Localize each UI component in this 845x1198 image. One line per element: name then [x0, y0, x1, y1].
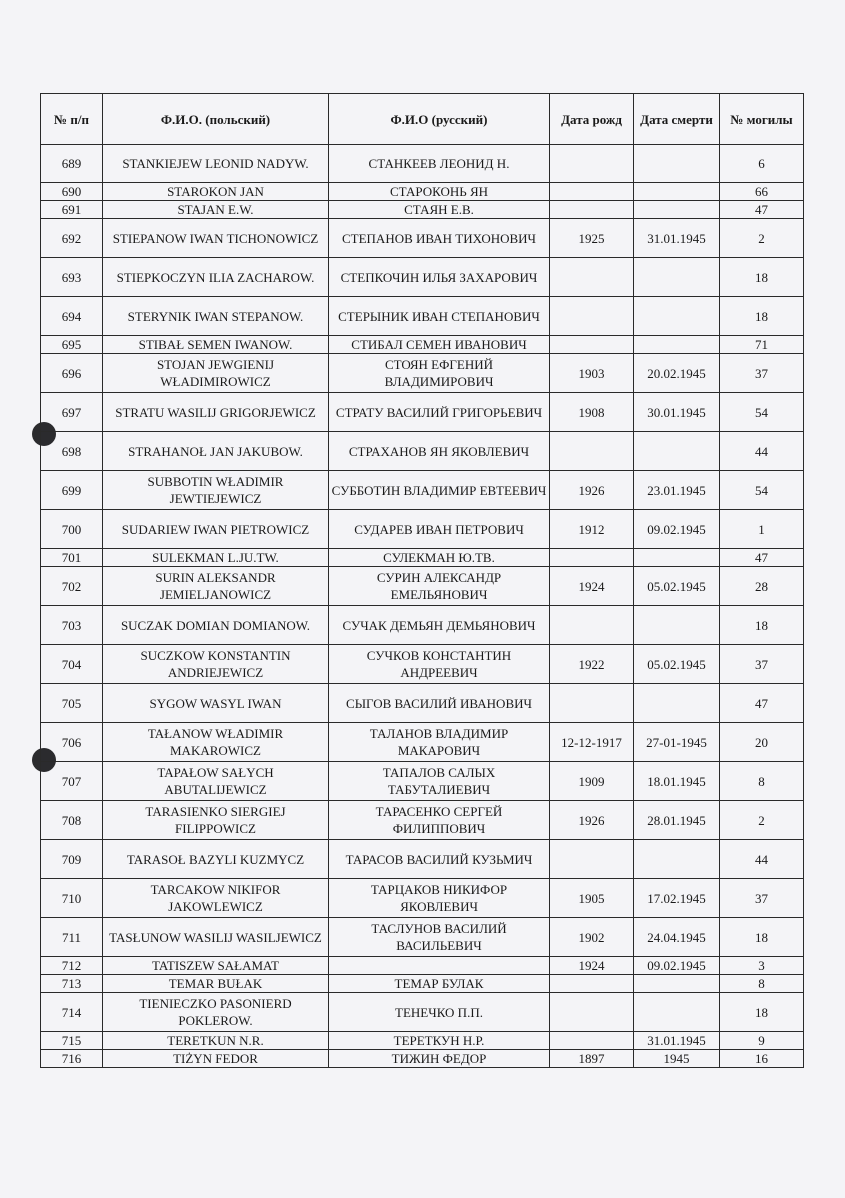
cell-name-polish: STAROKON JAN — [103, 183, 329, 201]
table-row — [41, 471, 804, 510]
header-death-date: Дата смерти — [634, 94, 720, 145]
cell-name-russian: СТРАТУ ВАСИЛИЙ ГРИГОРЬЕВИЧ — [329, 393, 550, 432]
table-row — [41, 1050, 804, 1068]
table-row — [41, 993, 804, 1032]
table-row — [41, 723, 804, 762]
header-name-russian: Ф.И.О (русский) — [329, 94, 550, 145]
cell-name-polish: SUCZKOW KONSTANTIN ANDRIEJEWICZ — [103, 645, 329, 684]
cell-name-polish: TARASOŁ BAZYLI KUZMYCZ — [103, 840, 329, 879]
cell-name-polish: SUCZAK DOMIAN DOMIANOW. — [103, 606, 329, 645]
cell-death-date: 20.02.1945 — [634, 354, 720, 393]
table-row — [41, 1032, 804, 1050]
cell-name-russian: ТАРАСЕНКО СЕРГЕЙ ФИЛИППОВИЧ — [329, 801, 550, 840]
cell-death-date: 17.02.1945 — [634, 879, 720, 918]
cell-grave-number: 8 — [720, 762, 804, 801]
cell-birth-date: 1897 — [550, 1050, 634, 1068]
cell-name-polish: STERYNIK IWAN STEPANOW. — [103, 297, 329, 336]
table-row — [41, 801, 804, 840]
cell-name-polish: SURIN ALEKSANDR JEMIELJANOWICZ — [103, 567, 329, 606]
table-row — [41, 957, 804, 975]
cell-name-polish: TAPAŁOW SAŁYCH ABUTALIJEWICZ — [103, 762, 329, 801]
cell-number: 715 — [41, 1032, 103, 1050]
cell-name-polish: TAŁANOW WŁADIMIR MAKAROWICZ — [103, 723, 329, 762]
table-row — [41, 918, 804, 957]
cell-number: 709 — [41, 840, 103, 879]
cell-birth-date: 1924 — [550, 567, 634, 606]
cell-birth-date — [550, 993, 634, 1032]
cell-number: 703 — [41, 606, 103, 645]
cell-death-date — [634, 201, 720, 219]
cell-name-polish: TARASIENKO SIERGIEJ FILIPPOWICZ — [103, 801, 329, 840]
cell-name-russian: ТАСЛУНОВ ВАСИЛИЙ ВАСИЛЬЕВИЧ — [329, 918, 550, 957]
cell-birth-date — [550, 297, 634, 336]
cell-name-polish: STIEPANOW IWAN TICHONOWICZ — [103, 219, 329, 258]
table-row — [41, 201, 804, 219]
table-row — [41, 336, 804, 354]
cell-grave-number: 47 — [720, 549, 804, 567]
cell-number: 696 — [41, 354, 103, 393]
cell-number: 716 — [41, 1050, 103, 1068]
table-row — [41, 145, 804, 183]
cell-birth-date: 1912 — [550, 510, 634, 549]
table-row — [41, 393, 804, 432]
cell-birth-date — [550, 336, 634, 354]
cell-death-date — [634, 840, 720, 879]
cell-birth-date — [550, 840, 634, 879]
cell-name-polish: STAJAN E.W. — [103, 201, 329, 219]
cell-death-date: 09.02.1945 — [634, 510, 720, 549]
cell-death-date — [634, 975, 720, 993]
cell-birth-date — [550, 1032, 634, 1050]
cell-death-date — [634, 183, 720, 201]
cell-name-polish: SYGOW WASYL IWAN — [103, 684, 329, 723]
cell-name-russian: ТАЛАНОВ ВЛАДИМИР МАКАРОВИЧ — [329, 723, 550, 762]
cell-birth-date — [550, 684, 634, 723]
cell-birth-date — [550, 606, 634, 645]
cell-number: 691 — [41, 201, 103, 219]
cell-birth-date: 1926 — [550, 801, 634, 840]
cell-number: 692 — [41, 219, 103, 258]
cell-grave-number: 37 — [720, 645, 804, 684]
cell-name-russian: СУРИН АЛЕКСАНДР ЕМЕЛЬЯНОВИЧ — [329, 567, 550, 606]
cell-number: 690 — [41, 183, 103, 201]
cell-name-russian: СУДАРЕВ ИВАН ПЕТРОВИЧ — [329, 510, 550, 549]
cell-name-polish: TIENIECZKO PASONIERD POKLEROW. — [103, 993, 329, 1032]
cell-grave-number: 18 — [720, 258, 804, 297]
header-name-polish: Ф.И.О. (польский) — [103, 94, 329, 145]
cell-name-polish: SULEKMAN L.JU.TW. — [103, 549, 329, 567]
cell-birth-date: 1902 — [550, 918, 634, 957]
cell-grave-number: 37 — [720, 879, 804, 918]
cell-death-date — [634, 684, 720, 723]
cell-number: 705 — [41, 684, 103, 723]
cell-name-russian — [329, 957, 550, 975]
cell-death-date: 27-01-1945 — [634, 723, 720, 762]
cell-name-polish: SUDARIEW IWAN PIETROWICZ — [103, 510, 329, 549]
cell-name-russian: ТЕМАР БУЛАК — [329, 975, 550, 993]
cell-grave-number: 8 — [720, 975, 804, 993]
cell-number: 700 — [41, 510, 103, 549]
cell-birth-date: 1926 — [550, 471, 634, 510]
header-birth-date: Дата рожд — [550, 94, 634, 145]
cell-number: 695 — [41, 336, 103, 354]
cell-birth-date — [550, 975, 634, 993]
cell-number: 713 — [41, 975, 103, 993]
cell-number: 694 — [41, 297, 103, 336]
cell-number: 714 — [41, 993, 103, 1032]
table-row — [41, 840, 804, 879]
table-row — [41, 219, 804, 258]
cell-grave-number: 66 — [720, 183, 804, 201]
cell-grave-number: 28 — [720, 567, 804, 606]
cell-number: 712 — [41, 957, 103, 975]
cell-birth-date: 1905 — [550, 879, 634, 918]
cell-death-date — [634, 297, 720, 336]
cell-number: 689 — [41, 145, 103, 183]
cell-grave-number: 37 — [720, 354, 804, 393]
cell-name-russian: ТЕРЕТКУН Н.Р. — [329, 1032, 550, 1050]
cell-name-russian: СУЛЕКМАН Ю.ТВ. — [329, 549, 550, 567]
cell-grave-number: 54 — [720, 393, 804, 432]
table-row — [41, 183, 804, 201]
cell-name-russian: СТАРОКОНЬ ЯН — [329, 183, 550, 201]
cell-name-russian: СТЕПАНОВ ИВАН ТИХОНОВИЧ — [329, 219, 550, 258]
cell-death-date — [634, 606, 720, 645]
cell-name-russian: СТЕПКОЧИН ИЛЬЯ ЗАХАРОВИЧ — [329, 258, 550, 297]
cell-name-polish: TERETKUN N.R. — [103, 1032, 329, 1050]
cell-grave-number: 16 — [720, 1050, 804, 1068]
table-row — [41, 432, 804, 471]
cell-grave-number: 47 — [720, 684, 804, 723]
cell-number: 706 — [41, 723, 103, 762]
table-row — [41, 567, 804, 606]
cell-name-polish: STIEPKOCZYN ILIA ZACHAROW. — [103, 258, 329, 297]
cell-name-russian: СТРАХАНОВ ЯН ЯКОВЛЕВИЧ — [329, 432, 550, 471]
cell-death-date: 09.02.1945 — [634, 957, 720, 975]
cell-grave-number: 6 — [720, 145, 804, 183]
cell-birth-date — [550, 183, 634, 201]
cell-name-polish: STOJAN JEWGIENIJ WŁADIMIROWICZ — [103, 354, 329, 393]
cell-birth-date — [550, 258, 634, 297]
cell-birth-date: 1925 — [550, 219, 634, 258]
table-row — [41, 684, 804, 723]
cell-name-russian: СТОЯН ЕФГЕНИЙ ВЛАДИМИРОВИЧ — [329, 354, 550, 393]
cell-name-russian: ТАРЦАКОВ НИКИФОР ЯКОВЛЕВИЧ — [329, 879, 550, 918]
cell-name-polish: TEMAR BUŁAK — [103, 975, 329, 993]
cell-grave-number: 2 — [720, 219, 804, 258]
cell-number: 701 — [41, 549, 103, 567]
cell-name-russian: СТАЯН Е.В. — [329, 201, 550, 219]
cell-grave-number: 1 — [720, 510, 804, 549]
table-row — [41, 549, 804, 567]
cell-grave-number: 47 — [720, 201, 804, 219]
cell-number: 697 — [41, 393, 103, 432]
cell-death-date — [634, 258, 720, 297]
cell-death-date: 05.02.1945 — [634, 645, 720, 684]
cell-name-russian: СУББОТИН ВЛАДИМИР ЕВТЕЕВИЧ — [329, 471, 550, 510]
cell-death-date — [634, 432, 720, 471]
cell-grave-number: 71 — [720, 336, 804, 354]
cell-grave-number: 54 — [720, 471, 804, 510]
cell-name-russian: СТАНКЕЕВ ЛЕОНИД Н. — [329, 145, 550, 183]
cell-death-date: 23.01.1945 — [634, 471, 720, 510]
table-row — [41, 879, 804, 918]
cell-name-russian: ТЕНЕЧКО П.П. — [329, 993, 550, 1032]
cell-number: 707 — [41, 762, 103, 801]
cell-birth-date: 1922 — [550, 645, 634, 684]
cell-birth-date — [550, 432, 634, 471]
cell-name-polish: TARCAKOW NIKIFOR JAKOWLEWICZ — [103, 879, 329, 918]
cell-grave-number: 2 — [720, 801, 804, 840]
table-body — [41, 145, 804, 1068]
cell-name-polish: TIŻYN FEDOR — [103, 1050, 329, 1068]
cell-number: 708 — [41, 801, 103, 840]
cell-death-date: 31.01.1945 — [634, 1032, 720, 1050]
cell-name-polish: TASŁUNOW WASILIJ WASILJEWICZ — [103, 918, 329, 957]
cell-number: 711 — [41, 918, 103, 957]
cell-number: 710 — [41, 879, 103, 918]
cell-name-russian: ТАРАСОВ ВАСИЛИЙ КУЗЬМИЧ — [329, 840, 550, 879]
cell-grave-number: 3 — [720, 957, 804, 975]
cell-death-date — [634, 145, 720, 183]
cell-grave-number: 20 — [720, 723, 804, 762]
cell-name-polish: STRATU WASILIJ GRIGORJEWICZ — [103, 393, 329, 432]
cell-death-date: 1945 — [634, 1050, 720, 1068]
cell-name-polish: STIBAŁ SEMEN IWANOW. — [103, 336, 329, 354]
header-grave-number: № могилы — [720, 94, 804, 145]
cell-death-date — [634, 993, 720, 1032]
cell-birth-date — [550, 549, 634, 567]
table-row — [41, 297, 804, 336]
cell-birth-date: 1908 — [550, 393, 634, 432]
cell-name-russian: ТАПАЛОВ САЛЫХ ТАБУТАЛИЕВИЧ — [329, 762, 550, 801]
cell-grave-number: 18 — [720, 297, 804, 336]
cell-death-date: 24.04.1945 — [634, 918, 720, 957]
cell-name-polish: TATISZEW SAŁAMAT — [103, 957, 329, 975]
table-row — [41, 258, 804, 297]
cell-death-date: 05.02.1945 — [634, 567, 720, 606]
cell-name-russian: ТИЖИН ФЕДОР — [329, 1050, 550, 1068]
cell-grave-number: 18 — [720, 993, 804, 1032]
cell-birth-date: 12-12-1917 — [550, 723, 634, 762]
cell-death-date: 30.01.1945 — [634, 393, 720, 432]
cell-name-russian: СТЕРЫНИК ИВАН СТЕПАНОВИЧ — [329, 297, 550, 336]
cell-death-date: 18.01.1945 — [634, 762, 720, 801]
cell-number: 702 — [41, 567, 103, 606]
cell-death-date: 31.01.1945 — [634, 219, 720, 258]
cell-name-polish: STANKIEJEW LEONID NADYW. — [103, 145, 329, 183]
cell-birth-date — [550, 145, 634, 183]
table-row — [41, 510, 804, 549]
cell-death-date — [634, 549, 720, 567]
cell-grave-number: 18 — [720, 918, 804, 957]
table-row — [41, 606, 804, 645]
table-row — [41, 645, 804, 684]
cell-birth-date: 1924 — [550, 957, 634, 975]
cell-name-russian: СУЧКОВ КОНСТАНТИН АНДРЕЕВИЧ — [329, 645, 550, 684]
cell-number: 704 — [41, 645, 103, 684]
cell-death-date: 28.01.1945 — [634, 801, 720, 840]
table-row — [41, 975, 804, 993]
header-number: № п/п — [41, 94, 103, 145]
cell-name-polish: SUBBOTIN WŁADIMIR JEWTIEJEWICZ — [103, 471, 329, 510]
cell-number: 699 — [41, 471, 103, 510]
cell-name-russian: СУЧАК ДЕМЬЯН ДЕМЬЯНОВИЧ — [329, 606, 550, 645]
cell-grave-number: 9 — [720, 1032, 804, 1050]
cell-death-date — [634, 336, 720, 354]
cell-name-russian: СТИБАЛ СЕМЕН ИВАНОВИЧ — [329, 336, 550, 354]
cell-name-russian: СЫГОВ ВАСИЛИЙ ИВАНОВИЧ — [329, 684, 550, 723]
cell-birth-date — [550, 201, 634, 219]
cell-grave-number: 44 — [720, 840, 804, 879]
cell-grave-number: 44 — [720, 432, 804, 471]
cell-number: 698 — [41, 432, 103, 471]
table-row — [41, 354, 804, 393]
cell-birth-date: 1909 — [550, 762, 634, 801]
table-row — [41, 762, 804, 801]
cell-name-polish: STRAHANOŁ JAN JAKUBOW. — [103, 432, 329, 471]
burial-registry-table — [40, 93, 804, 1068]
cell-grave-number: 18 — [720, 606, 804, 645]
cell-birth-date: 1903 — [550, 354, 634, 393]
cell-number: 693 — [41, 258, 103, 297]
table-header-row — [41, 94, 804, 145]
